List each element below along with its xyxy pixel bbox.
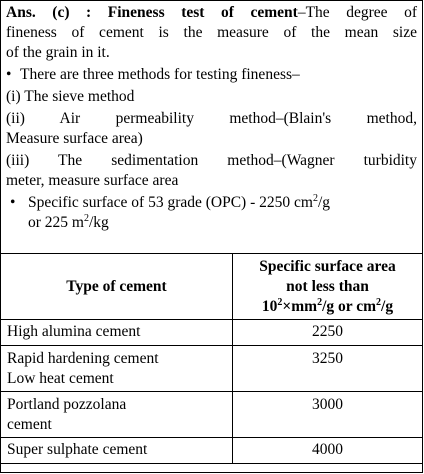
methods-heading	[6, 65, 417, 85]
intro-line-3: of the grain in it.	[6, 44, 110, 61]
intro-line-2: fineness of cement is the measure of the mean size	[6, 24, 417, 41]
cement-type: High alumina cement	[7, 323, 141, 340]
cement-type-cell	[1, 346, 233, 392]
table-header-row	[1, 254, 423, 320]
specific-surface-text-2: or 225 m	[28, 214, 84, 231]
header-text: /g	[381, 297, 394, 315]
specific-surface-cell: 3250	[233, 346, 423, 392]
intro-text-1: –The degree of	[297, 4, 418, 21]
table-row	[1, 438, 423, 464]
cement-type-cell	[1, 320, 233, 346]
header-text: /g or cm	[322, 297, 377, 315]
specific-surface-cell: 4000	[233, 438, 423, 464]
specific-surface-line-2	[28, 214, 109, 231]
header-line-2: not less than	[286, 277, 369, 295]
header-line-1: Specific surface area	[259, 257, 396, 275]
specific-surface-cell: 2250	[233, 320, 423, 346]
method-3-line-2: meter, measure surface area	[6, 172, 179, 189]
superscript: 2	[376, 296, 382, 308]
answer-text	[0, 0, 423, 233]
specific-surface-cell: 3000	[233, 392, 423, 438]
cement-table	[0, 253, 423, 464]
cement-type-cell	[1, 438, 233, 464]
cement-type: Low heat cement	[7, 370, 114, 387]
superscript: 2	[277, 296, 283, 308]
header-specific-surface	[233, 254, 423, 320]
table-row	[1, 392, 423, 438]
method-2-line-1: (ii) Air permeability method–(Blain's method,	[6, 110, 417, 127]
specific-surface-text-1: Specific surface of 53 grade (OPC) - 2250 cm	[28, 194, 313, 211]
superscript: 2	[312, 193, 318, 204]
cement-type-cell	[1, 392, 233, 438]
superscript: 2	[317, 296, 323, 308]
header-line-3	[239, 297, 416, 317]
superscript: 2	[83, 213, 89, 224]
method-1: (i) The sieve method	[6, 88, 135, 105]
table-row	[1, 320, 423, 346]
bullet-icon: •	[10, 194, 16, 211]
header-type: Type of cement	[1, 254, 233, 320]
cement-type: Rapid hardening cement	[7, 350, 159, 367]
cement-type: Super sulphate cement	[7, 441, 148, 458]
cement-type: cement	[7, 416, 52, 433]
unit-suffix: /g	[317, 194, 330, 211]
methods-heading-text: There are three methods for testing fineness–	[20, 66, 300, 83]
table-row	[1, 346, 423, 392]
method-2-line-2: Measure surface area)	[6, 130, 143, 147]
unit-suffix: /kg	[88, 214, 109, 231]
intro-line-1	[6, 3, 417, 23]
header-text: 10	[261, 297, 278, 315]
specific-surface-line-1	[28, 194, 330, 211]
method-3-line-1: (iii) The sedimentation method–(Wagner turbidity	[6, 152, 417, 169]
header-text: ×mm	[282, 297, 318, 315]
answer-lead: Ans. (c) : Fineness test of cement	[6, 4, 298, 21]
specific-surface-note	[6, 193, 417, 233]
bullet-icon: •	[6, 66, 12, 83]
cement-type: Portland pozzolana	[7, 396, 127, 413]
